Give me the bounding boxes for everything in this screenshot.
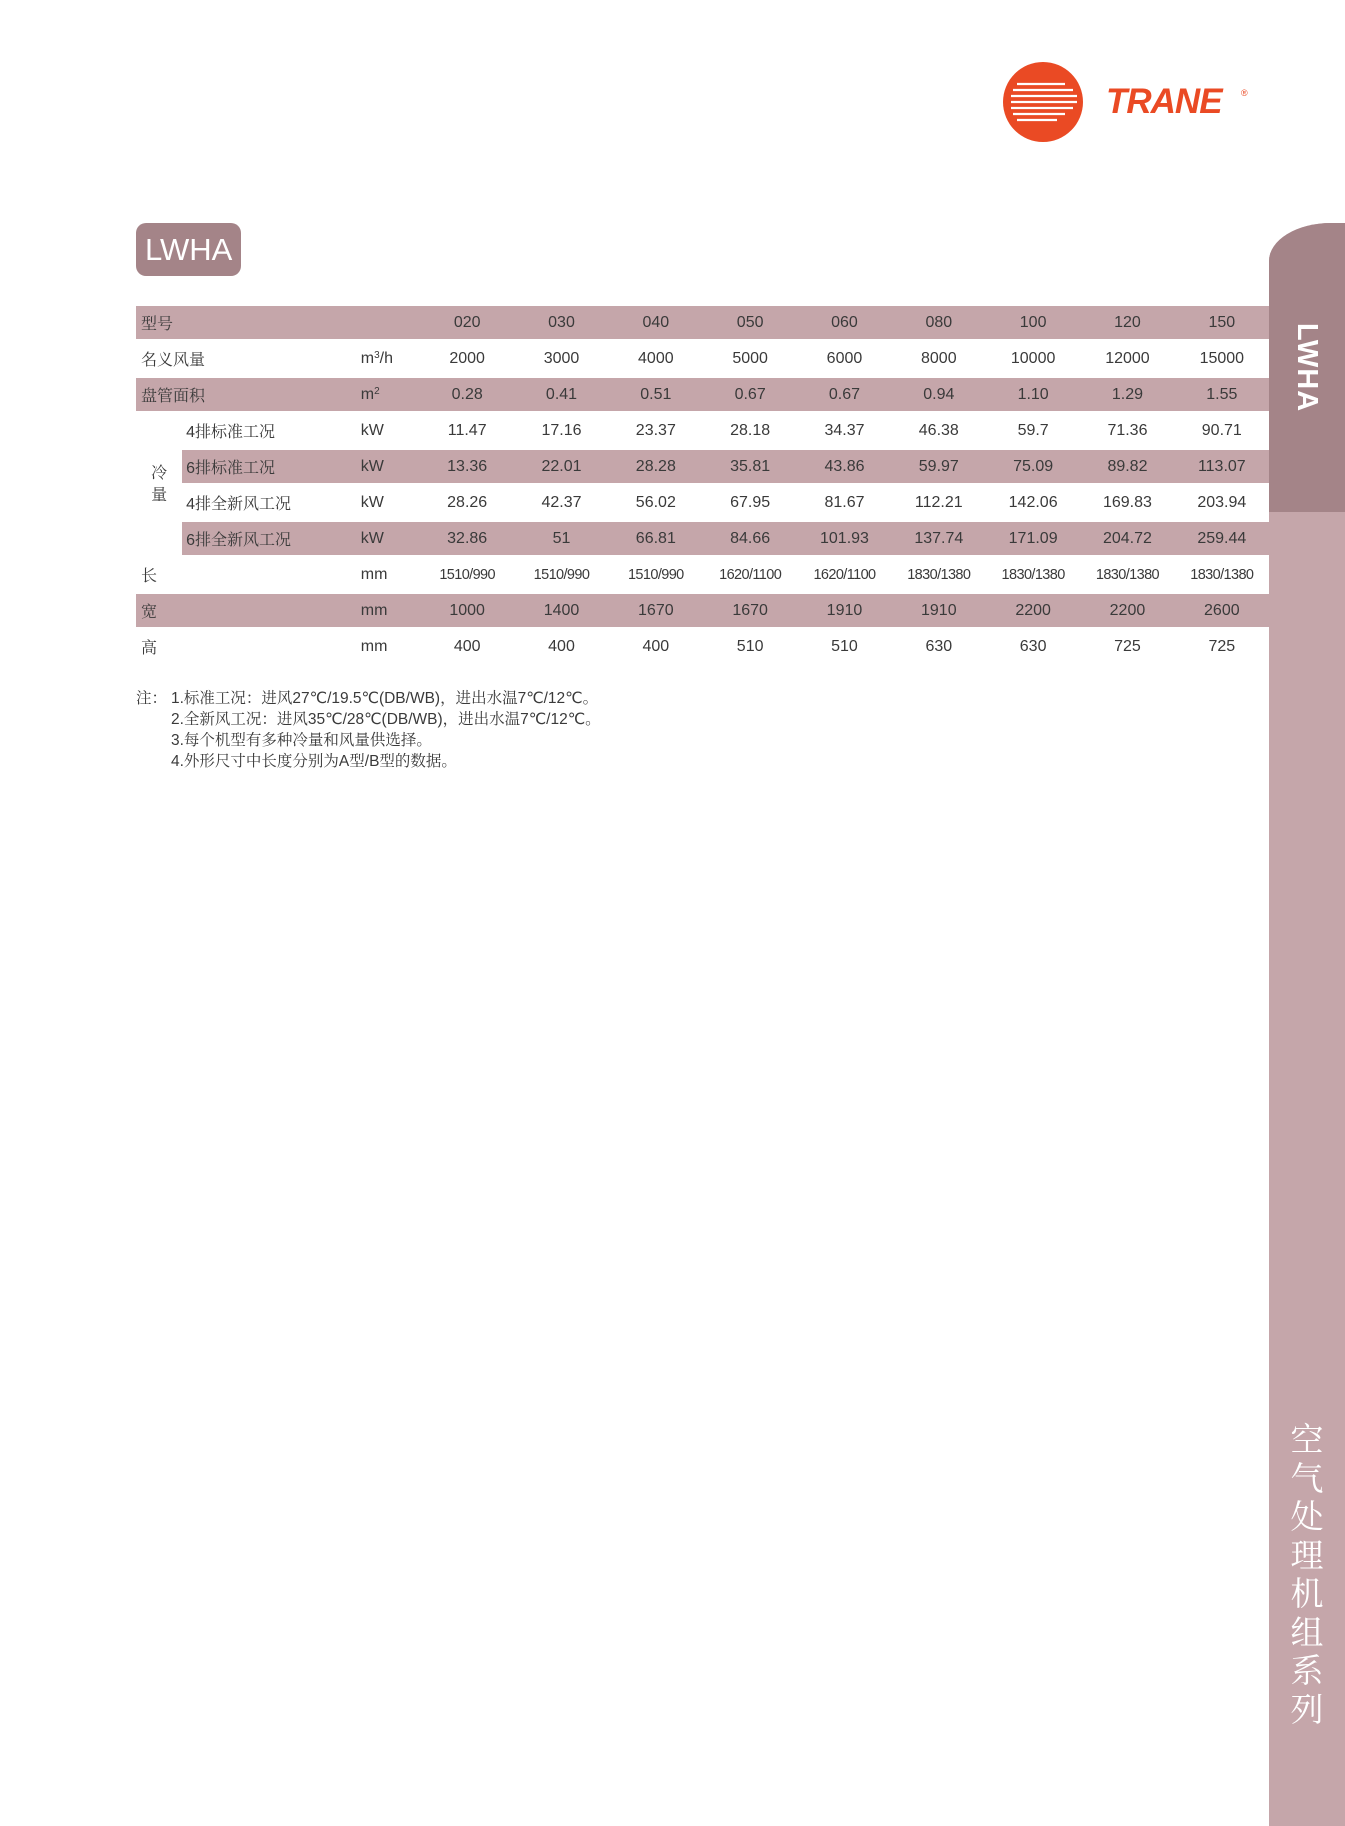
value-cell: 1910 — [797, 592, 891, 628]
value-cell: 1670 — [703, 592, 797, 628]
note-item: 1.标准工况：进风27℃/19.5℃(DB/WB)，进出水温7℃/12℃。 — [171, 690, 599, 707]
row-unit: kW — [359, 484, 420, 520]
row-label: 4排全新风工况 — [182, 484, 359, 520]
value-cell: 32.86 — [420, 520, 514, 556]
note-item: 4.外形尺寸中长度分别为A型/B型的数据。 — [171, 753, 457, 770]
value-cell: 17.16 — [514, 412, 608, 448]
row-label: 4排标准工况 — [182, 412, 359, 448]
value-cell: 2600 — [1175, 592, 1269, 628]
value-cell: 75.09 — [986, 448, 1080, 484]
value-cell: 400 — [514, 628, 608, 664]
value-cell: 90.71 — [1175, 412, 1269, 448]
value-cell: 1830/1380 — [1080, 556, 1174, 592]
cooling-char: 冷 — [151, 464, 168, 482]
value-cell: 13.36 — [420, 448, 514, 484]
series-char: 处 — [1290, 1498, 1324, 1535]
header-row — [136, 304, 1269, 340]
row-label: 高 — [136, 628, 359, 664]
value-cell: 142.06 — [986, 484, 1080, 520]
row-label: 6排标准工况 — [182, 448, 359, 484]
series-char: 空 — [1290, 1421, 1324, 1458]
series-char: 机 — [1290, 1575, 1324, 1612]
value-cell: 1000 — [420, 592, 514, 628]
trane-logo — [1003, 62, 1263, 146]
cooling-group-label — [136, 412, 182, 556]
value-cell: 0.28 — [420, 376, 514, 412]
value-cell: 22.01 — [514, 448, 608, 484]
value-cell: 84.66 — [703, 520, 797, 556]
value-cell: 11.47 — [420, 412, 514, 448]
model-cell: 100 — [986, 304, 1080, 340]
value-cell: 725 — [1175, 628, 1269, 664]
value-cell: 1910 — [892, 592, 986, 628]
row-unit: kW — [359, 448, 420, 484]
value-cell: 34.37 — [797, 412, 891, 448]
note-line — [136, 751, 601, 772]
value-cell: 71.36 — [1080, 412, 1174, 448]
value-cell: 67.95 — [703, 484, 797, 520]
note-line — [136, 709, 601, 730]
note-item: 3.每个机型有多种冷量和风量供选择。 — [171, 732, 432, 749]
table-row — [136, 340, 1269, 376]
table-row — [136, 412, 1269, 448]
value-cell: 203.94 — [1175, 484, 1269, 520]
brand-wordmark: TRANE — [1106, 82, 1222, 121]
value-cell: 725 — [1080, 628, 1174, 664]
row-label: 宽 — [136, 592, 359, 628]
row-label: 长 — [136, 556, 359, 592]
row-unit: $m^2$ — [359, 376, 420, 412]
value-cell: 259.44 — [1175, 520, 1269, 556]
value-cell: 1830/1380 — [892, 556, 986, 592]
value-cell: 400 — [609, 628, 703, 664]
note-line — [136, 688, 601, 709]
value-cell: 59.7 — [986, 412, 1080, 448]
note-item: 2.全新风工况：进风35℃/28℃(DB/WB)，进出水温7℃/12℃。 — [171, 711, 601, 728]
value-cell: 400 — [420, 628, 514, 664]
value-cell: 1400 — [514, 592, 608, 628]
value-cell: 2200 — [986, 592, 1080, 628]
model-cell: 030 — [514, 304, 608, 340]
model-cell: 040 — [609, 304, 703, 340]
value-cell: 1.29 — [1080, 376, 1174, 412]
row-label: 名义风量 — [136, 340, 359, 376]
value-cell: 89.82 — [1080, 448, 1174, 484]
value-cell: 10000 — [986, 340, 1080, 376]
model-cell: 050 — [703, 304, 797, 340]
value-cell: 0.41 — [514, 376, 608, 412]
value-cell: 204.72 — [1080, 520, 1174, 556]
value-cell: 1670 — [609, 592, 703, 628]
notes — [136, 688, 601, 772]
model-cell: 060 — [797, 304, 891, 340]
value-cell: 1620/1100 — [703, 556, 797, 592]
value-cell: 1.10 — [986, 376, 1080, 412]
registered-mark: ® — [1241, 88, 1248, 98]
value-cell: 59.97 — [892, 448, 986, 484]
value-cell: 0.94 — [892, 376, 986, 412]
series-char: 组 — [1290, 1613, 1324, 1651]
model-title-badge: LWHA — [136, 223, 241, 276]
series-char: 理 — [1290, 1536, 1324, 1574]
value-cell: 1510/990 — [609, 556, 703, 592]
model-cell: 080 — [892, 304, 986, 340]
spec-table — [136, 304, 1269, 664]
value-cell: 4000 — [609, 340, 703, 376]
value-cell: 28.28 — [609, 448, 703, 484]
row-unit: kW — [359, 520, 420, 556]
model-cell: 120 — [1080, 304, 1174, 340]
row-unit: $m^3/h$ — [359, 340, 420, 376]
value-cell: 0.67 — [797, 376, 891, 412]
value-cell: 3000 — [514, 340, 608, 376]
value-cell: 137.74 — [892, 520, 986, 556]
series-char: 气 — [1290, 1459, 1324, 1497]
value-cell: 1830/1380 — [986, 556, 1080, 592]
row-label: 盘管面积 — [136, 376, 359, 412]
table-row — [136, 448, 1269, 484]
value-cell: 1830/1380 — [1175, 556, 1269, 592]
value-cell: 23.37 — [609, 412, 703, 448]
value-cell: 0.67 — [703, 376, 797, 412]
series-char: 系 — [1290, 1652, 1324, 1689]
value-cell: 112.21 — [892, 484, 986, 520]
table-row — [136, 628, 1269, 664]
value-cell: 630 — [986, 628, 1080, 664]
value-cell: 5000 — [703, 340, 797, 376]
value-cell: 510 — [797, 628, 891, 664]
value-cell: 28.26 — [420, 484, 514, 520]
value-cell: 51 — [514, 520, 608, 556]
cooling-char: 量 — [151, 486, 168, 504]
side-tab-label-wrap — [1269, 223, 1345, 512]
row-unit: mm — [359, 628, 420, 664]
value-cell: 35.81 — [703, 448, 797, 484]
model-cell: 020 — [420, 304, 514, 340]
series-char: 列 — [1290, 1690, 1324, 1728]
value-cell: 12000 — [1080, 340, 1174, 376]
note-line — [136, 730, 601, 751]
value-cell: 2000 — [420, 340, 514, 376]
value-cell: 46.38 — [892, 412, 986, 448]
notes-prefix: 注： — [136, 690, 168, 707]
side-series-label — [1269, 1421, 1345, 1728]
value-cell: 56.02 — [609, 484, 703, 520]
value-cell: 171.09 — [986, 520, 1080, 556]
value-cell: 1.55 — [1175, 376, 1269, 412]
value-cell: 2200 — [1080, 592, 1174, 628]
row-label: 6排全新风工况 — [182, 520, 359, 556]
value-cell: 6000 — [797, 340, 891, 376]
table-row — [136, 556, 1269, 592]
row-unit: mm — [359, 556, 420, 592]
table-row — [136, 592, 1269, 628]
table-row — [136, 520, 1269, 556]
value-cell: 15000 — [1175, 340, 1269, 376]
value-cell: 81.67 — [797, 484, 891, 520]
value-cell: 113.07 — [1175, 448, 1269, 484]
value-cell: 8000 — [892, 340, 986, 376]
row-unit: mm — [359, 592, 420, 628]
side-tab-label: LWHA — [1291, 322, 1324, 413]
table-row — [136, 484, 1269, 520]
row-unit: kW — [359, 412, 420, 448]
value-cell: 42.37 — [514, 484, 608, 520]
value-cell: 0.51 — [609, 376, 703, 412]
value-cell: 28.18 — [703, 412, 797, 448]
value-cell: 630 — [892, 628, 986, 664]
table-row — [136, 376, 1269, 412]
value-cell: 66.81 — [609, 520, 703, 556]
value-cell: 101.93 — [797, 520, 891, 556]
value-cell: 169.83 — [1080, 484, 1174, 520]
value-cell: 510 — [703, 628, 797, 664]
model-cell: 150 — [1175, 304, 1269, 340]
value-cell: 1510/990 — [420, 556, 514, 592]
value-cell: 1510/990 — [514, 556, 608, 592]
trane-logo-icon — [1003, 62, 1083, 142]
model-header-label: 型号 — [136, 304, 420, 340]
value-cell: 43.86 — [797, 448, 891, 484]
value-cell: 1620/1100 — [797, 556, 891, 592]
